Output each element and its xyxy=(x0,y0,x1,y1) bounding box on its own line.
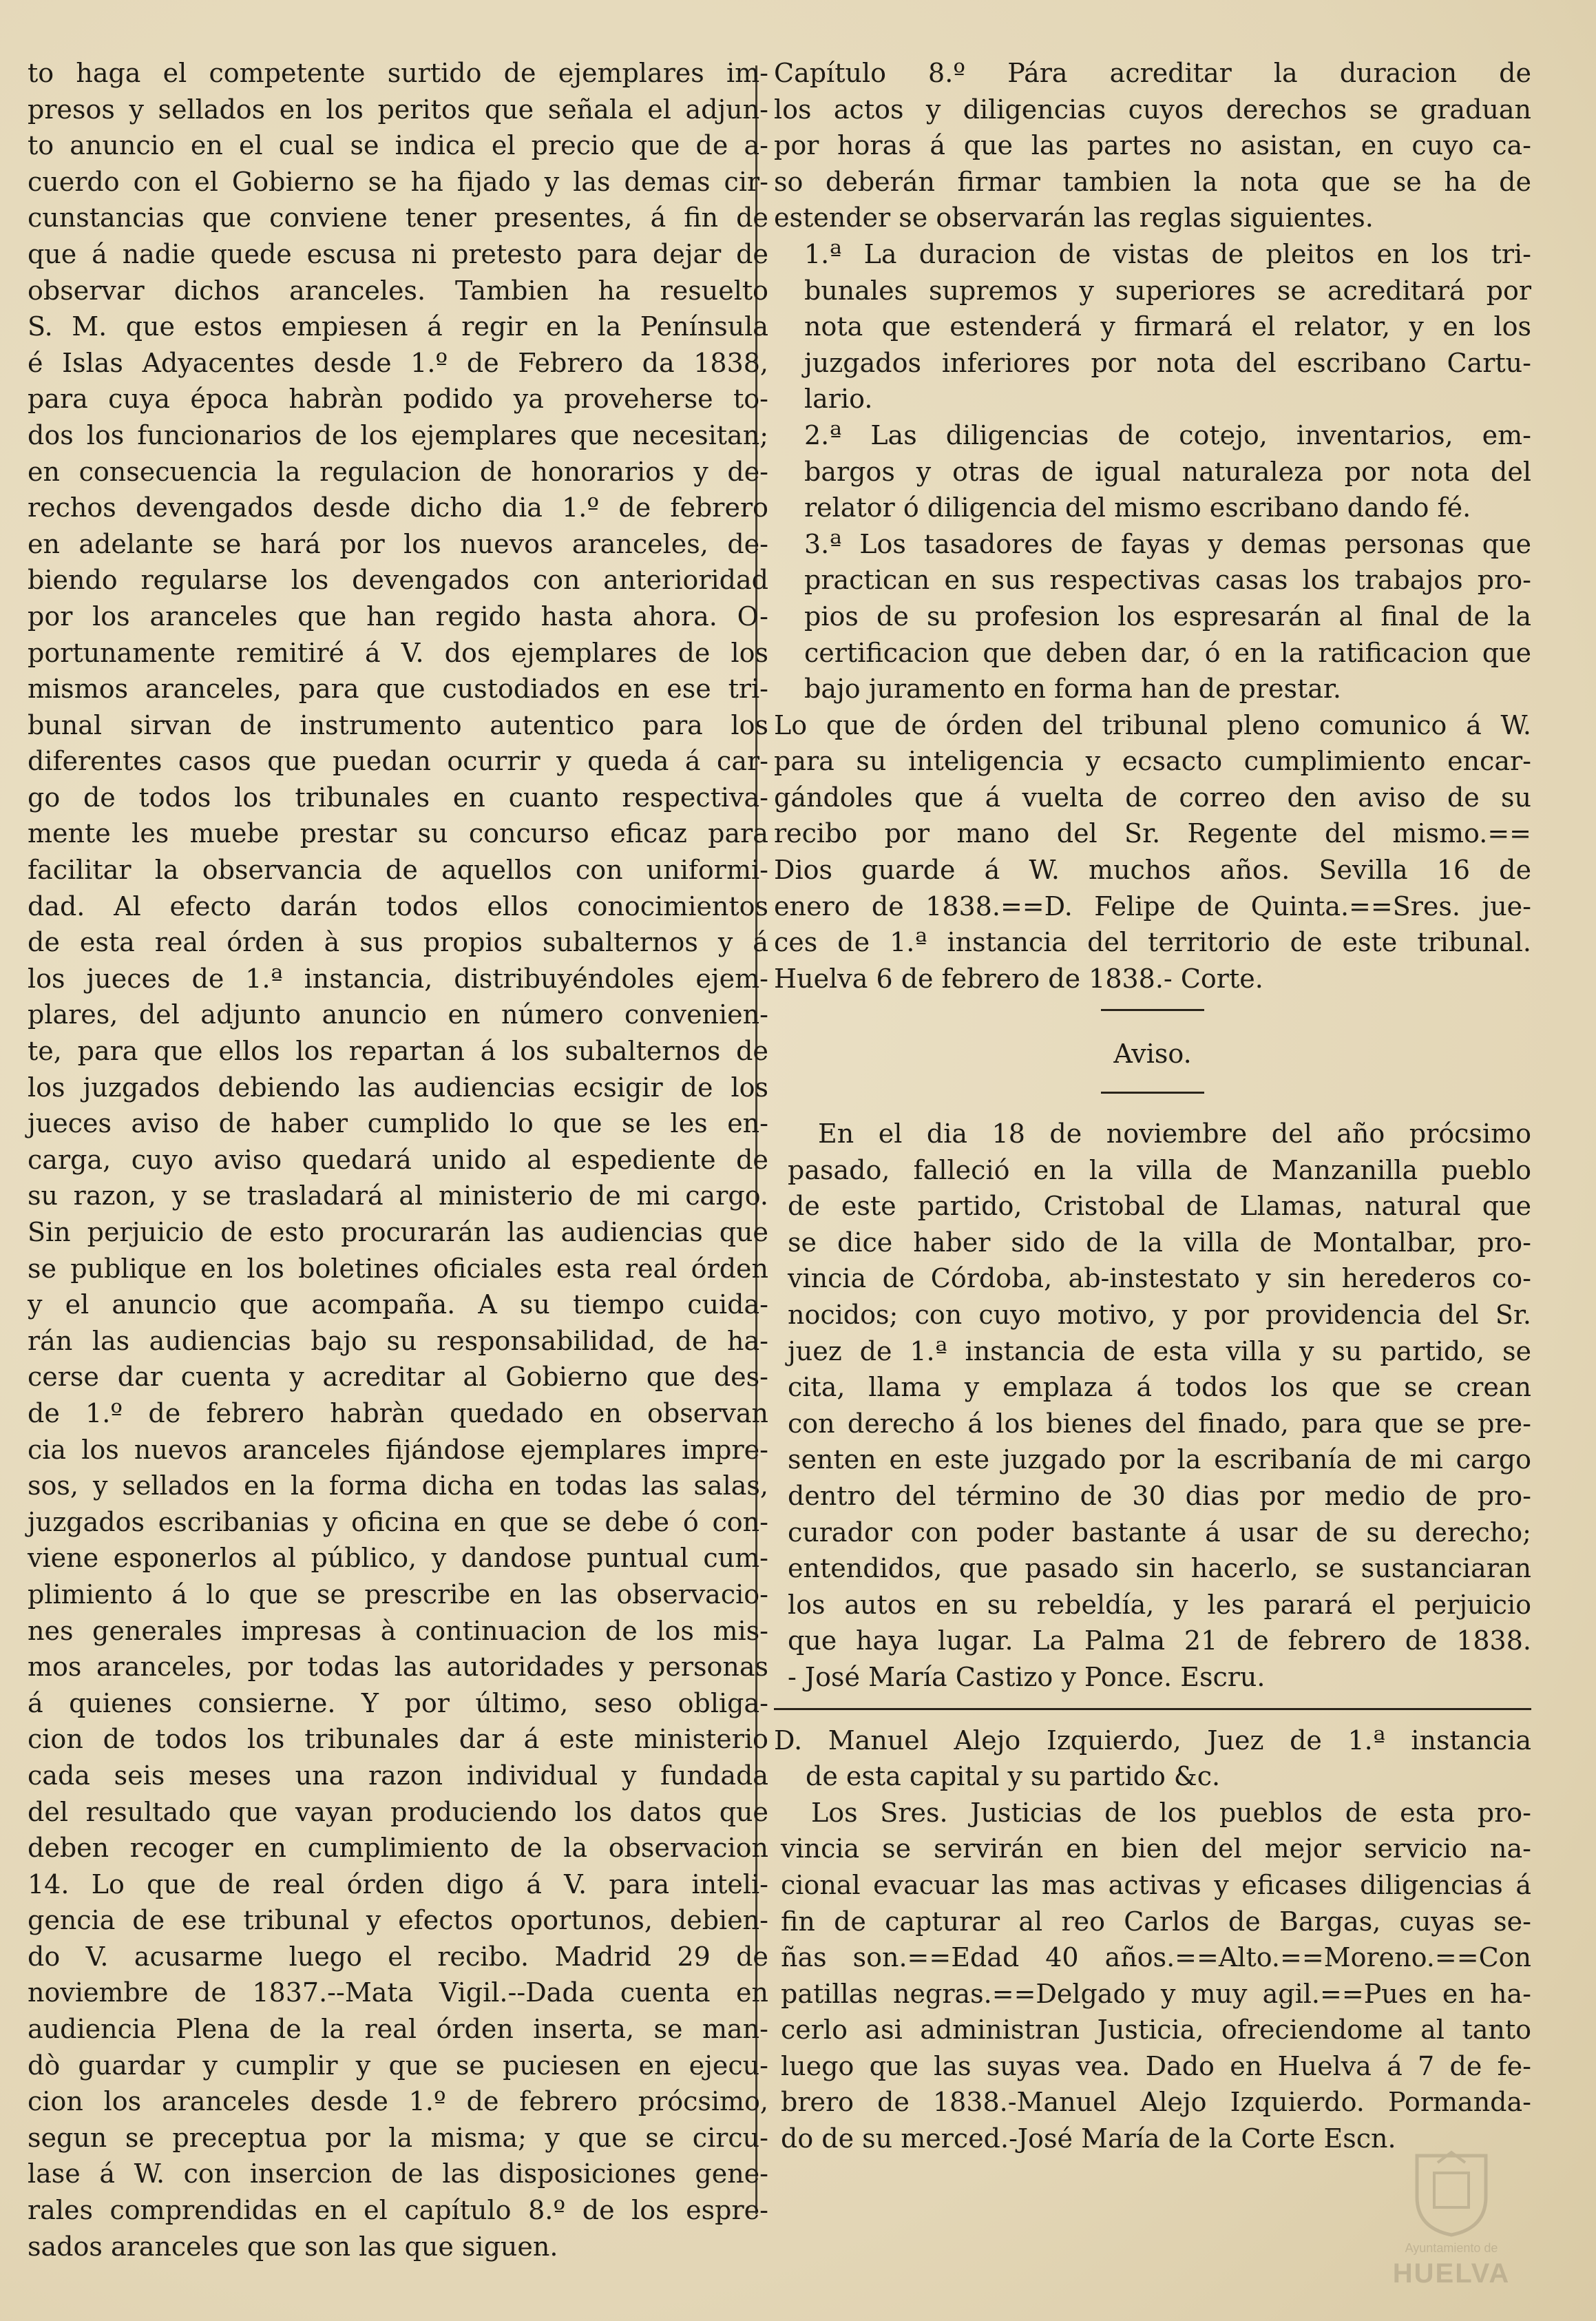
text-line: en adelante se hará por los nuevos aranceles, de- xyxy=(28,528,768,559)
shield-icon xyxy=(1410,2149,1493,2238)
text-line: pasado, falleció en la villa de Manzanilla pueblo xyxy=(788,1154,1531,1185)
edict-body xyxy=(774,1795,1531,2157)
text-line: cional evacuar las mas activas y eficases diligencias á xyxy=(781,1869,1531,1900)
text-line: jueces aviso de haber cumplido lo que se les en- xyxy=(28,1108,768,1139)
aviso-title: Aviso. xyxy=(1113,1039,1192,1070)
rule-2 xyxy=(774,417,1531,526)
text-line: enero de 1838.==D. Felipe de Quinta.==Sres. jue- xyxy=(774,891,1531,922)
aviso-rule-top xyxy=(1101,1009,1204,1011)
text-line: so deberán firmar tambien la nota que se ha de xyxy=(774,166,1531,197)
text-line: audiencia Plena de la real órden inserta, se man- xyxy=(28,2014,768,2045)
text-line: deben recoger en cumplimiento de la observacion xyxy=(28,1833,768,1864)
text-line: cion los aranceles desde 1.º de febrero prócsimo, xyxy=(28,2086,768,2117)
text-line: gándoles que á vuelta de correo den aviso de su xyxy=(774,782,1531,813)
aviso-rule-bottom xyxy=(1101,1092,1204,1094)
text-line: y el anuncio que acompaña. A su tiempo cuida- xyxy=(28,1289,768,1320)
text-line: juez de 1.ª instancia de esta villa y su partido, se xyxy=(788,1335,1531,1366)
text-line: pios de su profesion los espresarán al final de la xyxy=(804,601,1531,632)
closing-text xyxy=(774,707,1531,997)
text-line: fin de capturar al reo Carlos de Bargas, cuyas se- xyxy=(781,1906,1531,1937)
text-line: cion de todos los tribunales dar á este ministerio xyxy=(28,1724,768,1755)
left-column xyxy=(28,55,768,2265)
text-line: diferentes casos que puedan ocurrir y queda á car- xyxy=(28,746,768,777)
text-line: relator ó diligencia del mismo escribano dando fé. xyxy=(804,492,1471,523)
text-line: presos y sellados en los peritos que señala el adjun- xyxy=(28,94,768,125)
text-line: Lo que de órden del tribunal pleno comunico á W. xyxy=(774,709,1531,740)
text-line: lase á W. con insercion de las disposiciones gene- xyxy=(28,2158,768,2189)
right-column xyxy=(774,55,1531,2157)
text-line: bajo juramento en forma han de prestar. xyxy=(804,674,1341,705)
text-line: dos los funcionarios de los ejemplares que necesitan; xyxy=(28,419,768,450)
text-line: los jueces de 1.ª instancia, distribuyéndoles ejem- xyxy=(28,963,768,994)
text-line: portunamente remitiré á V. dos ejemplares de los xyxy=(28,637,768,668)
text-line: to haga el competente surtido de ejemplares im- xyxy=(28,58,768,88)
text-line: rales comprendidas en el capítulo 8.º de los espre- xyxy=(28,2195,768,2226)
text-line: cuerdo con el Gobierno se ha fijado y las demas cir- xyxy=(28,166,768,197)
text-line: nes generales impresas à continuacion de los mis- xyxy=(28,1615,768,1646)
text-line: - José María Castizo y Ponce. Escru. xyxy=(788,1661,1266,1692)
text-line: biendo regularse los devengados con anterioridad xyxy=(28,565,768,596)
text-line: cita, llama y emplaza á todos los que se crean xyxy=(788,1372,1531,1403)
text-line: recibo por mano del Sr. Regente del mismo.== xyxy=(774,818,1531,849)
text-line: nocidos; con cuyo motivo, y por providencia del Sr. xyxy=(788,1300,1531,1330)
text-line: luego que las suyas vea. Dado en Huelva á 7 de fe- xyxy=(781,2050,1531,2081)
watermark-logo xyxy=(1348,2149,1555,2293)
text-line: 14. Lo que de real órden digo á V. para inteli- xyxy=(28,1869,768,1900)
text-line: de esta capital y su partido &c. xyxy=(806,1761,1221,1792)
text-line: cerse dar cuenta y acreditar al Gobierno que des- xyxy=(28,1362,768,1393)
text-line: curador con poder bastante á usar de su derecho; xyxy=(788,1517,1531,1548)
chapter-intro xyxy=(774,55,1531,236)
text-line: sos, y sellados en la forma dicha en todas las salas, xyxy=(28,1470,768,1501)
text-line: cunstancias que conviene tener presentes, á fin de xyxy=(28,202,768,233)
text-line: observar dichos aranceles. Tambien ha resuelto xyxy=(28,275,768,306)
text-line: mente les muebe prestar su concurso eficaz para xyxy=(28,818,768,849)
text-line: de 1.º de febrero habràn quedado en observan xyxy=(28,1397,768,1428)
text-line: para cuya época habràn podido ya proveherse to- xyxy=(28,384,768,415)
text-line: gencia de ese tribunal y efectos oportunos, debien- xyxy=(28,1905,768,1936)
text-line: se dice haber sido de la villa de Montalbar, pro- xyxy=(788,1227,1531,1258)
text-line: á quienes consierne. Y por último, seso obliga- xyxy=(28,1687,768,1718)
edict-heading xyxy=(774,1722,1531,1795)
text-line: noviembre de 1837.--Mata Vigil.--Dada cuenta en xyxy=(28,1977,768,2008)
text-line: bunal sirvan de instrumento autentico para los xyxy=(28,709,768,740)
text-line: nota que estenderá y firmará el relator, y en los xyxy=(804,311,1531,342)
text-line: dad. Al efecto darán todos ellos conocimientos xyxy=(28,891,768,922)
text-line: do de su merced.-José María de la Corte Escn. xyxy=(781,2123,1396,2154)
text-line: bunales supremos y superiores se acreditará por xyxy=(804,275,1531,306)
text-line: en consecuencia la regulacion de honorarios y de- xyxy=(28,456,768,487)
text-line: senten en este juzgado por la escribanía de mi cargo xyxy=(788,1444,1531,1475)
aviso-body xyxy=(774,1116,1531,1696)
text-line: juzgados inferiores por nota del escribano Cartu- xyxy=(804,347,1531,378)
text-line: rechos devengados desde dicho dia 1.º de febrero xyxy=(28,492,768,523)
text-line: 3.ª Los tasadores de fayas y demas personas que xyxy=(804,528,1531,559)
text-line: los actos y diligencias cuyos derechos se graduan xyxy=(774,94,1531,125)
text-line: Huelva 6 de febrero de 1838.- Corte. xyxy=(774,963,1263,994)
text-line: entendidos, que pasado sin hacerlo, se sustanciaran xyxy=(788,1553,1531,1584)
text-line: Dios guarde á W. muchos años. Sevilla 16 de xyxy=(774,855,1531,886)
text-line: te, para que ellos los repartan á los subalternos de xyxy=(28,1036,768,1067)
text-line: que á nadie quede escusa ni pretesto para dejar de xyxy=(28,238,768,269)
text-line: cada seis meses una razon individual y fundada xyxy=(28,1760,768,1791)
text-line: mos aranceles, por todas las autoridades y personas xyxy=(28,1652,768,1683)
text-line: Sin perjuicio de esto procurarán las audiencias que xyxy=(28,1217,768,1247)
text-line: D. Manuel Alejo Izquierdo, Juez de 1.ª instancia xyxy=(774,1725,1531,1756)
text-line: por los aranceles que han regido hasta ahora. O- xyxy=(28,601,768,632)
text-line: patillas negras.==Delgado y muy agil.==Pues en ha- xyxy=(781,1978,1531,2009)
text-line: é Islas Adyacentes desde 1.º de Febrero da 1838, xyxy=(28,347,768,378)
text-line: por horas á que las partes no asistan, en cuyo ca- xyxy=(774,130,1531,161)
text-line: se publique en los boletines oficiales esta real órden xyxy=(28,1253,768,1284)
text-line: mismos aranceles, para que custodiados en ese tri- xyxy=(28,674,768,705)
text-line: cia los nuevos aranceles fijándose ejemplares impre- xyxy=(28,1434,768,1465)
text-line: certificacion que deben dar, ó en la ratificacion que xyxy=(804,637,1531,668)
text-line: juzgados escribanias y oficina en que se debe ó con- xyxy=(28,1506,768,1537)
text-line: rán las audiencias bajo su responsabilidad, de ha- xyxy=(28,1325,768,1356)
text-line: de este partido, Cristobal de Llamas, natural que xyxy=(788,1191,1531,1222)
rule-1 xyxy=(774,236,1531,417)
text-line: con derecho á los bienes del finado, para que se pre- xyxy=(788,1408,1531,1439)
text-line: viene esponerlos al público, y dandose puntual cum- xyxy=(28,1543,768,1574)
text-line: del resultado que vayan produciendo los datos que xyxy=(28,1796,768,1827)
text-line: carga, cuyo aviso quedará unido al espediente de xyxy=(28,1144,768,1175)
text-line: estender se observarán las reglas siguientes. xyxy=(774,202,1374,233)
text-line: to anuncio en el cual se indica el precio que de a- xyxy=(28,130,768,161)
section-separator xyxy=(774,1708,1531,1710)
text-line: sados aranceles que son las que siguen. xyxy=(28,2231,558,2262)
text-line: su razon, y se trasladará al ministerio de mi cargo. xyxy=(28,1180,768,1211)
text-line: que haya lugar. La Palma 21 de febrero de 1838. xyxy=(788,1625,1531,1656)
text-line: dò guardar y cumplir y que se puciesen en ejecu- xyxy=(28,2050,768,2081)
text-line: practican en sus respectivas casas los trabajos pro- xyxy=(804,565,1531,596)
text-line: Capítulo 8.º Pára acreditar la duracion de xyxy=(774,58,1531,88)
text-line: En el dia 18 de noviembre del año prócsimo xyxy=(818,1118,1531,1149)
text-line: cerlo asi administran Justicia, ofreciendome al tanto xyxy=(781,2015,1531,2046)
text-line: S. M. que estos empiesen á regir en la Península xyxy=(28,311,768,342)
text-line: Los Sres. Justicias de los pueblos de esta pro- xyxy=(811,1797,1531,1828)
text-line: 2.ª Las diligencias de cotejo, inventarios, em- xyxy=(804,419,1531,450)
text-line: brero de 1838.-Manuel Alejo Izquierdo. Pormanda- xyxy=(781,2087,1531,2118)
watermark-subtext: Ayuntamiento de xyxy=(1405,2241,1498,2255)
text-line: lario. xyxy=(804,384,873,415)
text-line: los juzgados debiendo las audiencias ecsigir de los xyxy=(28,1072,768,1103)
text-line: vincia de Córdoba, ab-instestato y sin herederos co- xyxy=(788,1263,1531,1294)
text-line: plares, del adjunto anuncio en número convenien- xyxy=(28,999,768,1030)
text-line: los autos en su rebeldía, y les parará el perjuicio xyxy=(788,1589,1531,1620)
text-line: dentro del término de 30 dias por medio de pro- xyxy=(788,1480,1531,1511)
text-line: facilitar la observancia de aquellos con uniformi- xyxy=(28,855,768,886)
text-line: de esta real órden à sus propios subalternos y á xyxy=(28,927,768,958)
rule-3 xyxy=(774,526,1531,707)
text-line: go de todos los tribunales en cuanto respectiva- xyxy=(28,782,768,813)
left-body xyxy=(28,55,768,2265)
text-line: segun se preceptua por la misma; y que se circu- xyxy=(28,2122,768,2153)
text-line: plimiento á lo que se prescribe en las observacio- xyxy=(28,1579,768,1610)
text-line: ces de 1.ª instancia del territorio de este tribunal. xyxy=(774,927,1531,958)
watermark-text: HUELVA xyxy=(1392,2258,1511,2289)
text-line: bargos y otras de igual naturaleza por nota del xyxy=(804,456,1531,487)
text-line: para su inteligencia y ecsacto cumplimiento encar- xyxy=(774,746,1531,777)
text-line: do V. acusarme luego el recibo. Madrid 29 de xyxy=(28,1941,768,1972)
text-line: ñas son.==Edad 40 años.==Alto.==Moreno.==Con xyxy=(781,1942,1531,1973)
text-line: vincia se servirán en bien del mejor servicio na- xyxy=(781,1833,1531,1864)
text-line: 1.ª La duracion de vistas de pleitos en los tri- xyxy=(804,238,1531,269)
